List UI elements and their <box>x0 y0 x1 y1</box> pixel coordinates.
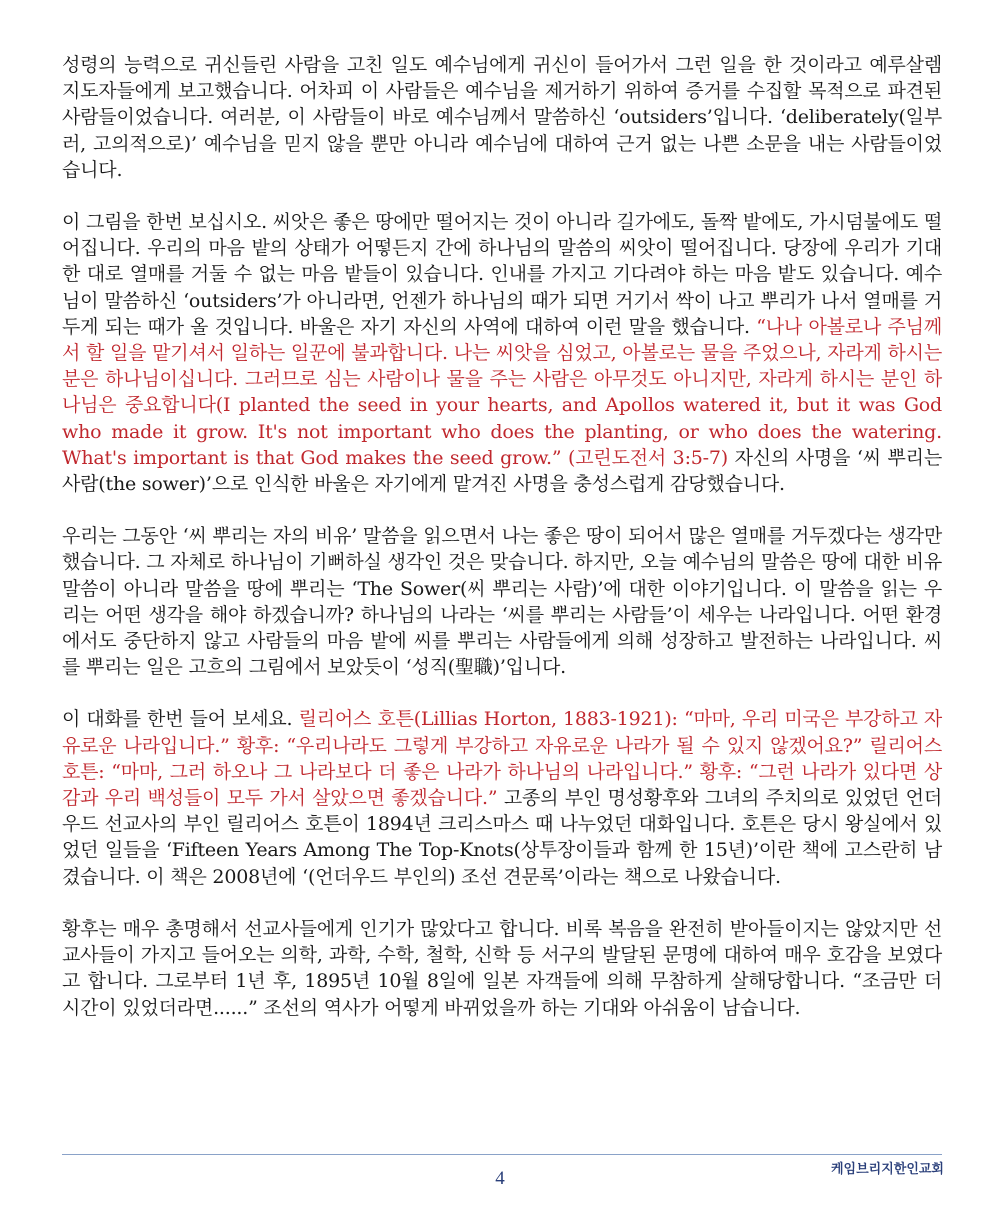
document-body <box>62 52 942 1047</box>
page-number: 4 <box>495 1168 505 1189</box>
paragraph-4 <box>62 706 942 889</box>
paul-quote: “나나 아볼로나 주님께서 할 일을 맡기셔서 일하는 일꾼에 불과합니다. 나는 씨앗을 심었고, 아볼로는 물을 주었으나, 자라게 하시는 분은 하나님이십니다. 그러므로 심는 사람이나 물을 주는 사람은 아무것도 아니지만, 자라게 하시는 분인 하나님은 중요합니다(I planted the seed in your hearts, and Apollos watered it, but it was God who made it grow. It's not important who does the planting, or who does the watering. What's important is that God makes the seed grow.” (고린도전서 3:5-7) <box>62 315 942 469</box>
dialogue-quote: 릴리어스 호튼(Lillias Horton, 1883-1921): “마마, 우리 미국은 부강하고 자유로운 나라입니다.” 황후: “우리나라도 그렇게 부강하고 자유로운 나라가 될 수 있지 않겠어요?” 릴리어스 호튼: “마마, 그러 하오나 그 나라보다 더 좋은 나라가 하나님의 나라입니다.” 황후: “그런 나라가 있다면 상감과 우리 백성들이 모두 가서 살았으면 좋겠습니다.” <box>62 708 942 810</box>
paragraph-5-text: 황후는 매우 총명해서 선교사들에게 인기가 많았다고 합니다. 비록 복음을 완전히 받아들이지는 않았지만 선교사들이 가지고 들어오는 의학, 과학, 수학, 철학, 신학 등 서구의 발달된 문명에 대하여 매우 호감을 보였다고 합니다. 그로부터 1년 후, 1895년 10월 8일에 일본 자객들에 의해 무참하게 살해당합니다. “조금만 더 시간이 있었더라면......” 조선의 역사가 어떻게 바뀌었을까 하는 기대와 아쉬움이 남습니다. <box>62 917 942 1019</box>
paragraph-2 <box>62 209 942 497</box>
paragraph-3-text: 우리는 그동안 ‘씨 뿌리는 자의 비유’ 말씀을 읽으면서 나는 좋은 땅이 되어서 많은 열매를 거두겠다는 생각만 했습니다. 그 자체로 하나님이 기뻐하실 생각인 것은 맞습니다. 하지만, 오늘 예수님의 말씀은 땅에 대한 비유 말씀이 아니라 말씀을 땅에 뿌리는 ‘The Sower(씨 뿌리는 사람)’에 대한 이야기입니다. 이 말씀을 읽는 우리는 어떤 생각을 해야 하겠습니까? 하나님의 나라는 ‘씨를 뿌리는 사람들’이 세우는 나라입니다. 어떤 환경에서도 중단하지 않고 사람들의 마음 밭에 씨를 뿌리는 사람들에게 의해 성장하고 발전하는 나라입니다. 씨를 뿌리는 일은 고흐의 그림에서 보았듯이 ‘성직(聖職)’입니다. <box>62 525 942 679</box>
paragraph-4-text-end: 고종의 부인 명성황후와 그녀의 주치의로 있었던 언더우드 선교사의 부인 릴리어스 호튼이 1894년 크리스마스 때 나누었던 대화입니다. 호튼은 당시 왕실에서 있었던 일들을 ‘Fifteen Years Among The Top-Knots(상투장이들과 함께 한 15년)’이란 책에 고스란히 남겼습니다. 이 책은 2008년에 ‘(언더우드 부인의) 조선 견문록’이라는 책으로 나왔습니다. <box>62 787 942 888</box>
paragraph-2-text: 이 그림을 한번 보십시오. 씨앗은 좋은 땅에만 떨어지는 것이 아니라 길가에도, 돌짝 밭에도, 가시덤불에도 떨어집니다. 우리의 마음 밭의 상태가 어떻든지 간에 하나님의 말씀의 씨앗이 떨어집니다. 당장에 우리가 기대한 대로 열매를 거둘 수 없는 마음 밭들이 있습니다. 인내를 가지고 기다려야 하는 마음 밭도 있습니다. 예수님이 말씀하신 ‘outsiders’가 아니라면, 언젠가 하나님의 때가 되면 거기서 싹이 나고 뿌리가 나서 열매를 거두게 되는 때가 올 것입니다. 바울은 자기 자신의 사역에 대하여 이런 말을 했습니다. <box>62 211 942 338</box>
paragraph-4-text: 이 대화를 한번 들어 보세요. <box>62 708 299 731</box>
paragraph-5 <box>62 916 942 1021</box>
paragraph-1 <box>62 52 942 183</box>
paragraph-3 <box>62 523 942 680</box>
church-name: 케임브리지한인교회 <box>830 1162 944 1177</box>
paragraph-2-text-end: 자신의 사명을 ‘씨 뿌리는 사람(the sower)’으로 인식한 바울은 자기에게 맡겨진 사명을 충성스럽게 감당했습니다. <box>62 446 942 496</box>
footer-divider <box>62 1154 942 1155</box>
paragraph-1-text: 성령의 능력으로 귀신들린 사람을 고친 일도 예수님에게 귀신이 들어가서 그런 일을 한 것이라고 예루살렘 지도자들에게 보고했습니다. 어차피 이 사람들은 예수님을 제거하기 위하여 증거를 수집할 목적으로 파견된 사람들이었습니다. 여러분, 이 사람들이 바로 예수님께서 말씀하신 ‘outsiders’입니다. ‘deliberately(일부러, 고의적으로)’ 예수님을 믿지 않을 뿐만 아니라 예수님에 대하여 근거 없는 나쁜 소문을 내는 사람들이었습니다. <box>62 54 942 181</box>
